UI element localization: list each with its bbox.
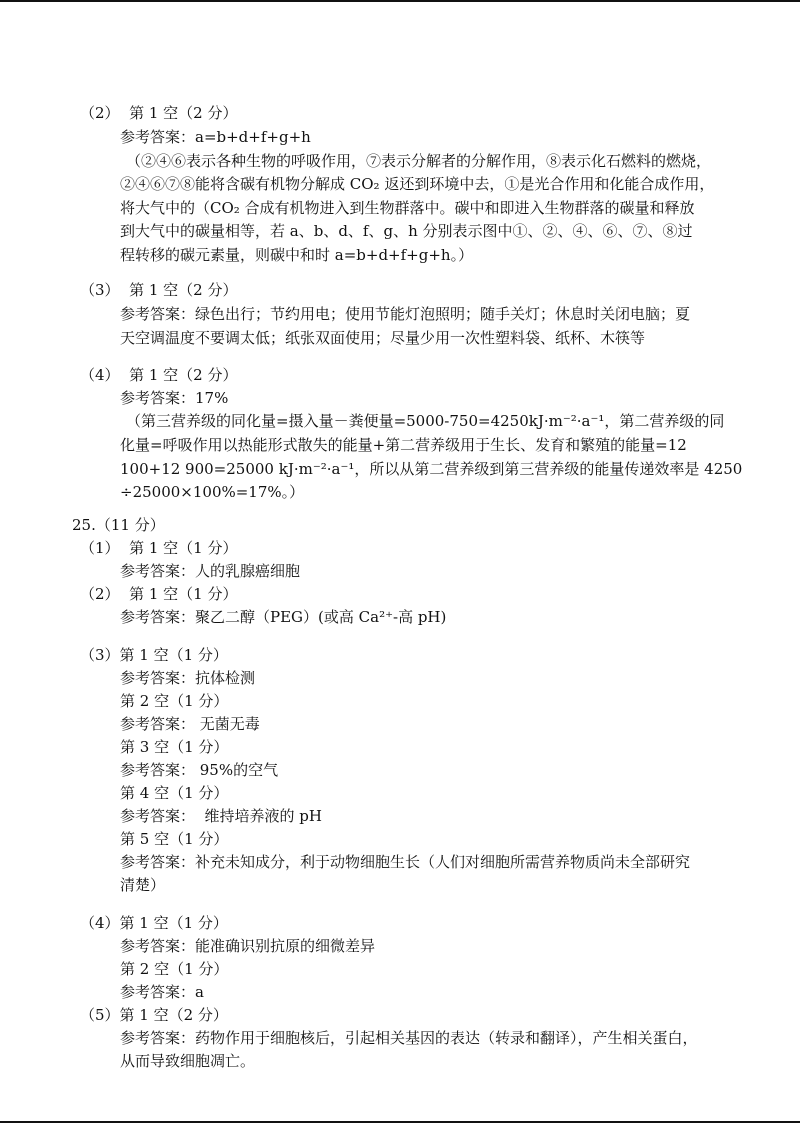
q24-p4-explain-line: 化量=呼吸作用以热能形式散失的能量+第二营养级用于生长、发育和繁殖的能量=12 — [120, 436, 687, 454]
q25-p3-blank-2-head: 第 2 空（1 分） — [120, 692, 229, 710]
q24-p4-answer: 参考答案：17% — [120, 389, 229, 407]
q25-p5-answer-line: 参考答案：药物作用于细胞核后，引起相关基因的表达（转录和翻译），产生相关蛋白， — [120, 1029, 698, 1047]
q24-p3-answer-line: 天空调温度不要调太低；纸张双面使用；尽量少用一次性塑料袋、纸杯、木筷等 — [120, 329, 646, 347]
q25-p4-blank-2-head: 第 2 空（1 分） — [120, 960, 229, 978]
q25-p3-answer-3: 参考答案： 95%的空气 — [120, 761, 279, 779]
q25-p3-answer-5-line: 清楚） — [120, 876, 166, 894]
q25-p3-answer-1: 参考答案：抗体检测 — [120, 669, 256, 687]
bottom-rule — [0, 1121, 800, 1123]
q25-p2-head: （2） 第 1 空（1 分） — [80, 585, 238, 603]
q24-p2-explain-line: 到大气中的碳量相等，若 a、b、d、f、g、h 分别表示图中①、②、④、⑥、⑦、⑧过 — [120, 222, 693, 240]
q24-p2-explain-line: （②④⑥表示各种生物的呼吸作用，⑦表示分解者的分解作用，⑧表示化石燃料的燃烧， — [126, 152, 712, 170]
q25-p4-answer-1: 参考答案：能准确识别抗原的细微差异 — [120, 937, 376, 955]
q25-p1-answer: 参考答案：人的乳腺癌细胞 — [120, 562, 301, 580]
q24-p3-head: （3） 第 1 空（2 分） — [80, 281, 238, 299]
q25-title: 25.（11 分） — [72, 516, 165, 534]
q24-p2-explain-line: 程转移的碳元素量，则碳中和时 a=b+d+f+g+h。） — [120, 246, 474, 264]
q24-p2-explain-line: ②④⑥⑦⑧能将含碳有机物分解成 CO₂ 返还到环境中去，①是光合作用和化能合成作用， — [120, 175, 715, 193]
q25-p5-head: （5）第 1 空（2 分） — [80, 1006, 228, 1024]
q25-p1-head: （1） 第 1 空（1 分） — [80, 539, 238, 557]
top-rule — [0, 0, 800, 2]
q25-p3-blank-3-head: 第 3 空（1 分） — [120, 738, 229, 756]
q25-p5-answer-line: 从而导致细胞凋亡。 — [120, 1052, 256, 1070]
q24-p3-answer-line: 参考答案：绿色出行；节约用电；使用节能灯泡照明；随手关灯；休息时关闭电脑；夏 — [120, 305, 691, 323]
q25-p4-head: （4）第 1 空（1 分） — [80, 914, 228, 932]
q24-p4-explain-line: （第三营养级的同化量=摄入量－粪便量=5000-750=4250kJ·m⁻²·a⁻¹，第二营养级的同 — [126, 412, 725, 430]
q24-p2-answer: 参考答案：a=b+d+f+g+h — [120, 128, 311, 146]
q25-p3-answer-5-line: 参考答案：补充未知成分，利于动物细胞生长（人们对细胞所需营养物质尚未全部研究 — [120, 853, 691, 871]
q24-p4-explain-line: 100+12 900=25000 kJ·m⁻²·a⁻¹，所以从第二营养级到第三营养级的能量传递效率是 4250 — [120, 460, 743, 478]
q25-p4-answer-2: 参考答案：a — [120, 983, 204, 1001]
q25-p3-blank-5-head: 第 5 空（1 分） — [120, 830, 229, 848]
q24-p2-head: （2） 第 1 空（2 分） — [80, 104, 238, 122]
q25-p3-answer-4: 参考答案： 维持培养液的 pH — [120, 807, 322, 825]
q25-p3-head: （3）第 1 空（1 分） — [80, 646, 228, 664]
q24-p4-explain-line: ÷25000×100%=17%。） — [120, 483, 305, 501]
q24-p4-head: （4） 第 1 空（2 分） — [80, 366, 238, 384]
q25-p3-answer-2: 参考答案： 无菌无毒 — [120, 715, 260, 733]
q25-p3-blank-4-head: 第 4 空（1 分） — [120, 784, 229, 802]
q25-p2-answer: 参考答案：聚乙二醇（PEG）(或高 Ca²⁺-高 pH) — [120, 608, 447, 626]
q24-p2-explain-line: 将大气中的（CO₂ 合成有机物进入到生物群落中。碳中和即进入生物群落的碳量和释放 — [120, 199, 695, 217]
